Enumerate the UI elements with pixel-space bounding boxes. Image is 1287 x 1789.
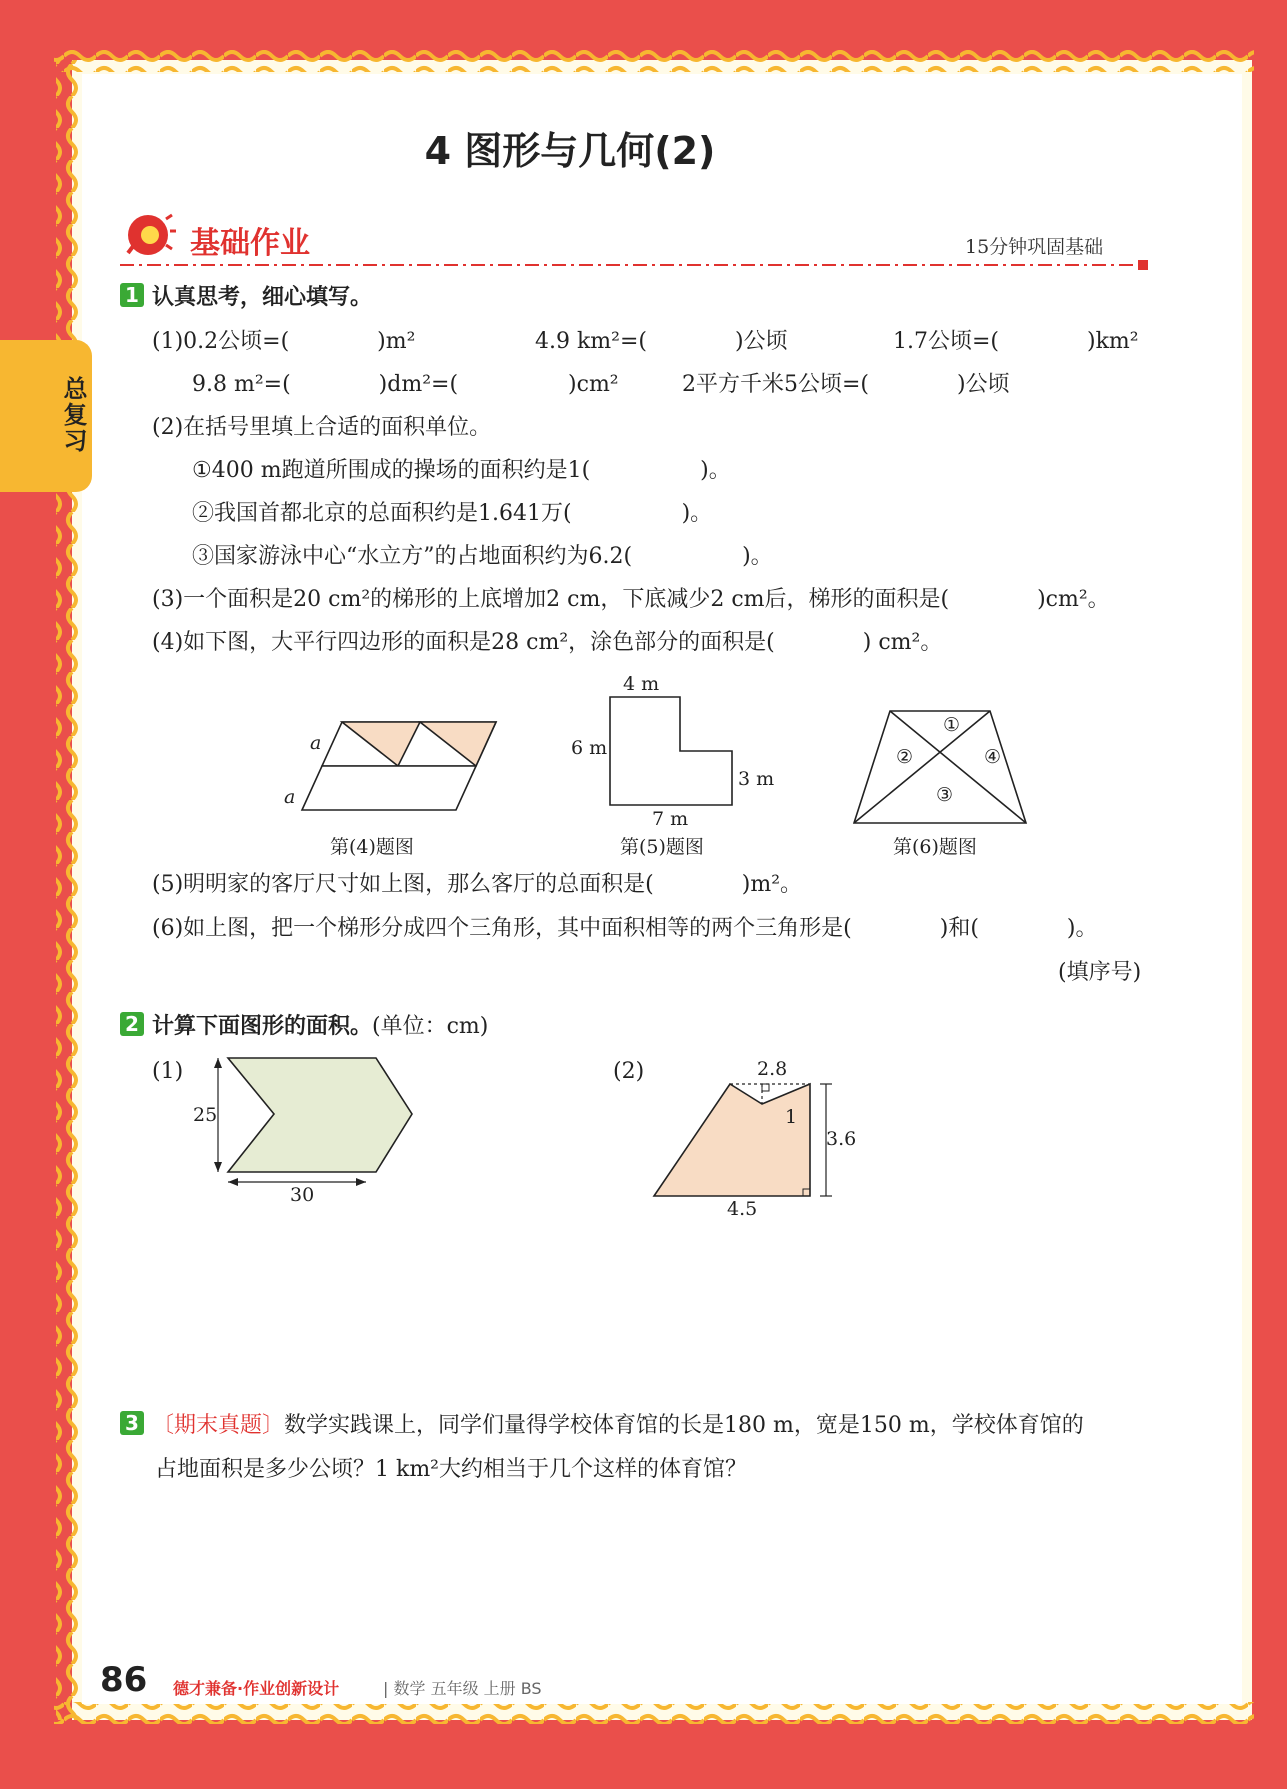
q3-line2: 占地面积是多少公顷？1 km²大约相当于几个这样的体育馆？ xyxy=(155,1457,748,1482)
q2-fig1-arrow-shape xyxy=(190,1050,420,1200)
q1-p3: (3)一个面积是20 cm²的梯形的上底增加2 cm，下底减少2 cm后，梯形的面积是( )cm²。 xyxy=(152,587,1110,612)
q1-p2-1: ①400 m跑道所围成的操场的面积约是1( )。 xyxy=(192,458,731,483)
q2-fig2-notch: 1 xyxy=(785,1106,798,1128)
q3-line1 xyxy=(120,1411,1084,1441)
q1-number: 1 xyxy=(120,283,144,307)
q1-heading xyxy=(120,283,372,313)
q3-tag: 〔期末真题〕 xyxy=(152,1413,285,1438)
q2-fig2-height: 3.6 xyxy=(826,1128,857,1150)
fig4-label-a-lower: a xyxy=(284,786,296,808)
q1-p1-c: 1.7公顷=( )km² xyxy=(893,329,1139,354)
fig5-bottom-label: 7 m xyxy=(652,808,689,830)
lamp-icon xyxy=(116,205,176,265)
fig5-caption: 第(5)题图 xyxy=(620,836,704,858)
fig5-top-label: 4 m xyxy=(623,673,660,695)
q2-fig2-base: 4.5 xyxy=(727,1198,758,1220)
side-tab-label: 总复习 xyxy=(59,376,87,454)
fig6-caption: 第(6)题图 xyxy=(893,836,977,858)
section-heading: 基础作业 xyxy=(190,226,310,261)
footer-brand: 德才兼备·作业创新设计 xyxy=(173,1679,340,1698)
q1-p4: (4)如下图，大平行四边形的面积是28 cm²，涂色部分的面积是( ) cm²。 xyxy=(152,630,943,655)
side-tab xyxy=(0,340,92,492)
q1-p5: (5)明明家的客厅尺寸如上图，那么客厅的总面积是( )m²。 xyxy=(152,872,803,897)
q1-p1-e: 2平方千米5公顷=( )公顷 xyxy=(682,372,1010,397)
fig6-region-2: ② xyxy=(896,746,914,768)
q1-p6: (6)如上图，把一个梯形分成四个三角形，其中面积相等的两个三角形是( )和( )。 xyxy=(152,916,1098,941)
q2-unit: (单位：cm) xyxy=(372,1014,489,1039)
q2-fig2-trapezoid xyxy=(650,1070,850,1200)
q1-p2: (2)在括号里填上合适的面积单位。 xyxy=(152,415,492,440)
footer-info: | 数学 五年级 上册 BS xyxy=(383,1679,542,1698)
fig6-trapezoid xyxy=(850,705,1030,830)
q3-number: 3 xyxy=(120,1411,144,1435)
q1-p1-d: 9.8 m²=( )dm²=( )cm² xyxy=(192,372,619,397)
fig4-label-a-upper: a xyxy=(310,732,322,754)
q2-fig2-top: 2.8 xyxy=(757,1058,788,1080)
q1-p2-2: ②我国首都北京的总面积约是1.641万( )。 xyxy=(192,501,713,526)
page-title: 4 图形与几何(2) xyxy=(424,129,716,173)
q2-number: 2 xyxy=(120,1012,144,1036)
section-divider xyxy=(120,258,1160,272)
fig5-left-label: 6 m xyxy=(571,737,608,759)
q1-title: 认真思考，细心填写。 xyxy=(152,285,373,310)
q1-p6-note: (填序号) xyxy=(1058,960,1142,985)
q1-p2-3: ③国家游泳中心“水立方”的占地面积约为6.2( )。 xyxy=(192,544,773,569)
page-number: 86 xyxy=(100,1660,148,1700)
q2-heading xyxy=(120,1012,488,1042)
q2-fig1-height: 25 xyxy=(193,1104,218,1126)
fig5-right-label: 3 m xyxy=(738,768,775,790)
q3-text1: 数学实践课上，同学们量得学校体育馆的长是180 m，宽是150 m，学校体育馆的 xyxy=(284,1413,1084,1438)
fig4-caption: 第(4)题图 xyxy=(330,836,414,858)
fig6-region-4: ④ xyxy=(984,746,1002,768)
fig6-region-1: ① xyxy=(943,714,961,736)
fig4-parallelogram xyxy=(280,710,510,830)
q1-p1-a: (1)0.2公顷=( )m² xyxy=(152,329,416,354)
fig6-region-3: ③ xyxy=(936,784,954,806)
q2-fig1-label: (1) xyxy=(152,1059,184,1084)
q1-p1-b: 4.9 km²=( )公顷 xyxy=(535,329,788,354)
q2-title: 计算下面图形的面积。 xyxy=(152,1014,373,1039)
q2-fig2-label: (2) xyxy=(613,1059,645,1084)
q2-fig1-width: 30 xyxy=(290,1184,315,1206)
section-note: 15分钟巩固基础 xyxy=(965,236,1104,258)
